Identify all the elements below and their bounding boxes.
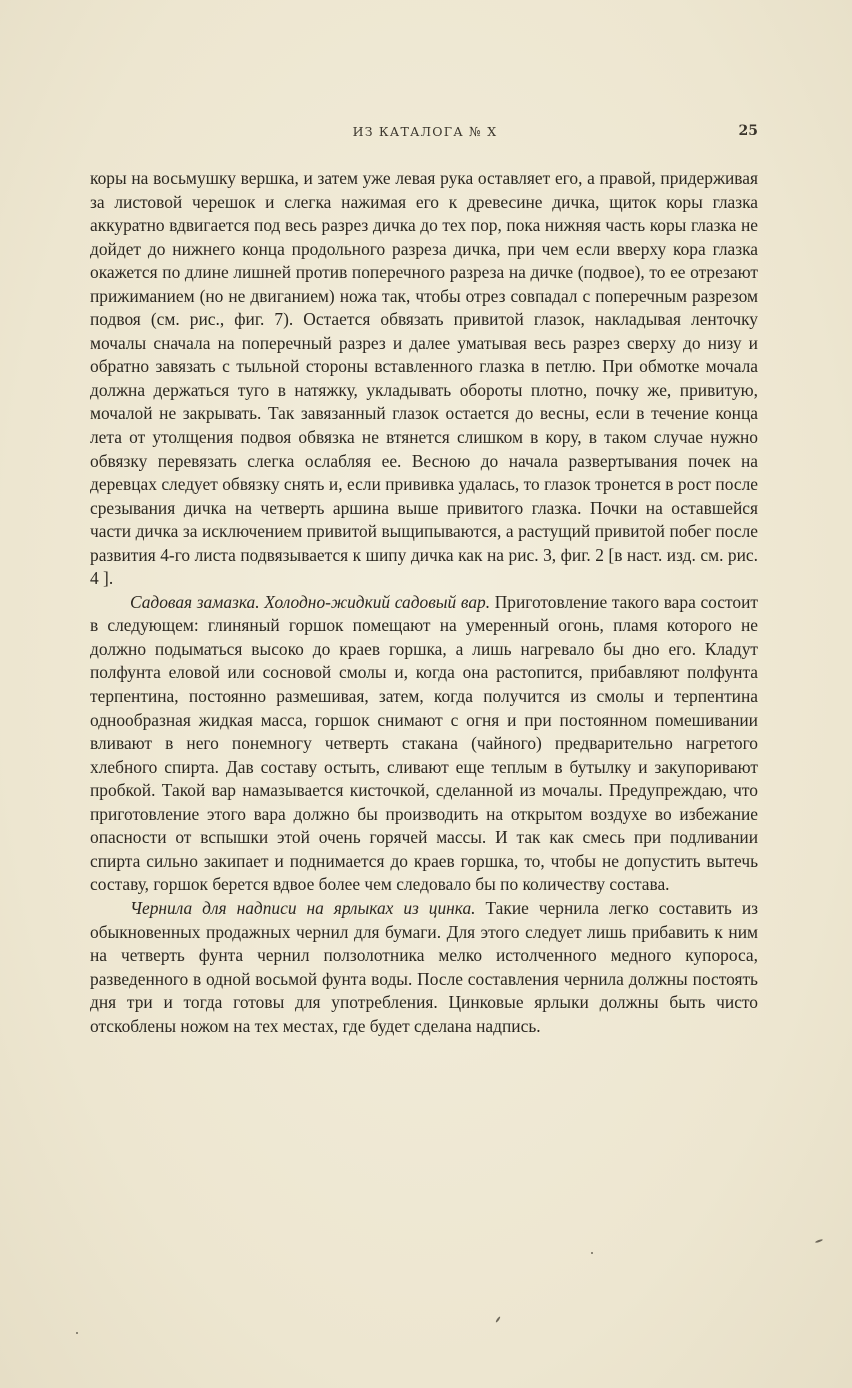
paragraph-zinc-label-ink [90,897,758,1038]
paper-speck [815,1239,823,1244]
running-title: ИЗ КАТАЛОГА № X [352,124,498,139]
paragraph-text: коры на восьмушку вершка, и затем уже левая рука оставляет его, а правой, придерживая за листовой черешок и слегка нажимая его к древесине дичка, щиток коры глазка аккуратно вдвигается под весь разрез дичка до тех пор, пока нижняя часть коры глазка не дойдет до нижнего конца продольного разреза дичка, при чем если вверху кора глазка окажется по длине лишней против поперечного разреза на дичке (подвое), то ее отрезают прижиманием (но не двиганием) ножа так, чтобы отрез совпадал с поперечным разрезом подвоя (см. рис., фиг. 7). Остается обвязать привитой глазок, накладывая ленточку мочалы сначала на поперечный разрез и далее уматывая весь разрез сверху до низу и обратно завязать с тыльной стороны вставленного глазка в петлю. При обмотке мочала должна держаться туго в натяжку, укладывать обороты плотно, почку же, привитую, мочалой не закрывать. Так завязанный глазок остается до весны, если в течение конца лета от утолщения подвоя обвязка не втянется слишком в кору, в таком случае нужно обвязку перевязать слегка ослабляя ее. Весною до начала развертывания почек на деревцах следует обвязку снять и, если прививка удалась, то глазок тронется в рост после срезывания дичка на четверть аршина выше привитого глазка. Почки на оставшейся части дичка за исключением привитой выщипываются, а растущий привитой побег после развития 4-го листа подвязывается к шипу дичка как на рис. 3, фиг. 2 [в наст. изд. см. рис. 4 ]. [90,168,758,589]
paper-speck [76,1332,78,1334]
paragraph-text: Приготовление такого вара состоит в следующем: глиняный горшок помещают на умеренный огонь, пламя которого не должно подыматься высоко до краев горшка, а лишь нагревало бы дно его. Кладут полфунта еловой или сосновой смолы и, когда она растопится, прибавляют полфунта терпентина, постоянно размешивая, затем, когда получится из смолы и терпентина однообразная жидкая масса, горшок снимают с огня и при постоянном помешивании вливают в него понемногу четверть стакана (чайного) предварительно нагретого хлебного спирта. Дав составу остыть, сливают еще теплым в бутылку и закупоривают пробкой. Такой вар намазывается кисточкой, сделанной из мочалы. Предупреждаю, что приготовление этого вара должно бы производить на открытом воздухе во избежание опасности от вспышки этой очень горячей массы. И так как смесь при подливании спирта сильно закипает и поднимается до краев горшка, то, чтобы не допустить вытечь составу, горшок берется вдвое более чем следовало бы по количеству состава. [90,591,758,895]
paragraph-text: Такие чернила легко составить из обыкновенных продажных чернил для бумаги. Для этого следует лишь прибавить к ним на четверть фунта чернил ползолотника мелко истолченного медного купороса, разведенного в одной восьмой фунта воды. После составления чернила должны постоять дня три и тогда готовы для употребления. Цинковые ярлыки должны быть чисто отскоблены ножом на тех местах, где будет сделана надпись. [90,897,759,1036]
paper-speck [495,1316,501,1323]
body-text [90,167,758,1038]
section-heading-zinc-ink: Чернила для надписи на ярлыках из цинка. [130,897,476,918]
page-number: 25 [738,123,758,139]
page-header [90,124,760,144]
paragraph-grafting-continuation [90,167,758,591]
paragraph-garden-putty [90,591,758,897]
section-heading-garden-putty: Садовая замазка. Холодно-жидкий садовый вар. [130,591,491,612]
paper-speck [591,1252,593,1254]
